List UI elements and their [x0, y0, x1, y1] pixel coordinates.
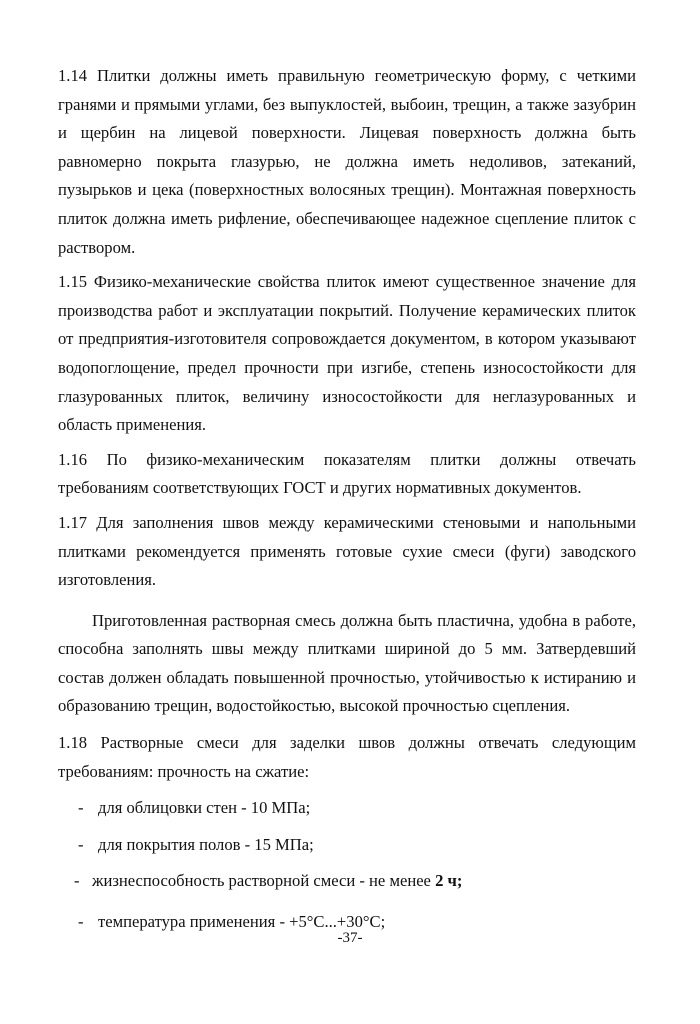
paragraph-1-15: 1.15 Физико-механические свойства плиток имеют существенное значение для производства работ и эксплуатации покрытий. Получение керамических плиток от предприятия-изготовителя сопровождается документом, в котором указывают водопоглощение, предел прочности при изгибе, степень износостойкости для глазурованных плиток, величину износостойкости для неглазурованных и область применения.	[58, 272, 636, 435]
list-item-text: для облицовки стен - 10 МПа;	[98, 798, 311, 818]
requirements-list	[58, 794, 636, 936]
list-item-text: жизнеспособность растворной смеси - не менее	[92, 871, 436, 891]
list-item	[58, 794, 636, 823]
list-item-text: температура применения - +5°С...+30°С;	[98, 912, 386, 932]
list-dash: -	[78, 798, 84, 818]
document-body	[58, 62, 636, 937]
paragraph-1-17: 1.17 Для заполнения швов между керамическими стеновыми и напольными плитками рекомендуется применять готовые сухие смеси (фуги) заводского изготовления.	[58, 512, 636, 590]
list-item-text: для покрытия полов - 15 МПа;	[98, 834, 314, 854]
list-item-bold-value: 2 ч;	[435, 871, 463, 891]
page-number: -37-	[337, 930, 363, 946]
list-item	[58, 867, 636, 896]
list-item	[58, 831, 636, 860]
list-dash: -	[78, 912, 84, 932]
paragraph-1-14: 1.14 Плитки должны иметь правильную геометрическую форму, с четкими гранями и прямыми углами, без выпуклостей, выбоин, трещин, а также зазубрин и щербин на лицевой поверхности. Лицевая поверхность должна быть равномерно покрыта глазурью, не должна иметь недоливов, затеканий, пузырьков и цека (поверхностных волосяных трещин). Монтажная поверхность плиток должна иметь рифление, обеспечивающее надежное сцепление плиток с раствором.	[58, 66, 636, 257]
list-dash: -	[78, 834, 84, 854]
paragraph-1-18: 1.18 Растворные смеси для заделки швов должны отвечать следующим требованиям: прочность на сжатие:	[58, 733, 636, 781]
list-dash: -	[74, 871, 80, 891]
paragraph-mixture-requirements: Приготовленная растворная смесь должна быть пластична, удобна в работе, способна заполнять швы между плитками шириной до 5 мм. Затвердевший состав должен обладать повышенной прочностью, утойчивостью к истиранию и образованию трещин, водостойкостью, высокой прочностью сцепления.	[58, 610, 636, 716]
paragraph-1-16: 1.16 По физико-механическим показателям плитки должны отвечать требованиям соответствующих ГОСТ и других нормативных документов.	[58, 449, 636, 498]
